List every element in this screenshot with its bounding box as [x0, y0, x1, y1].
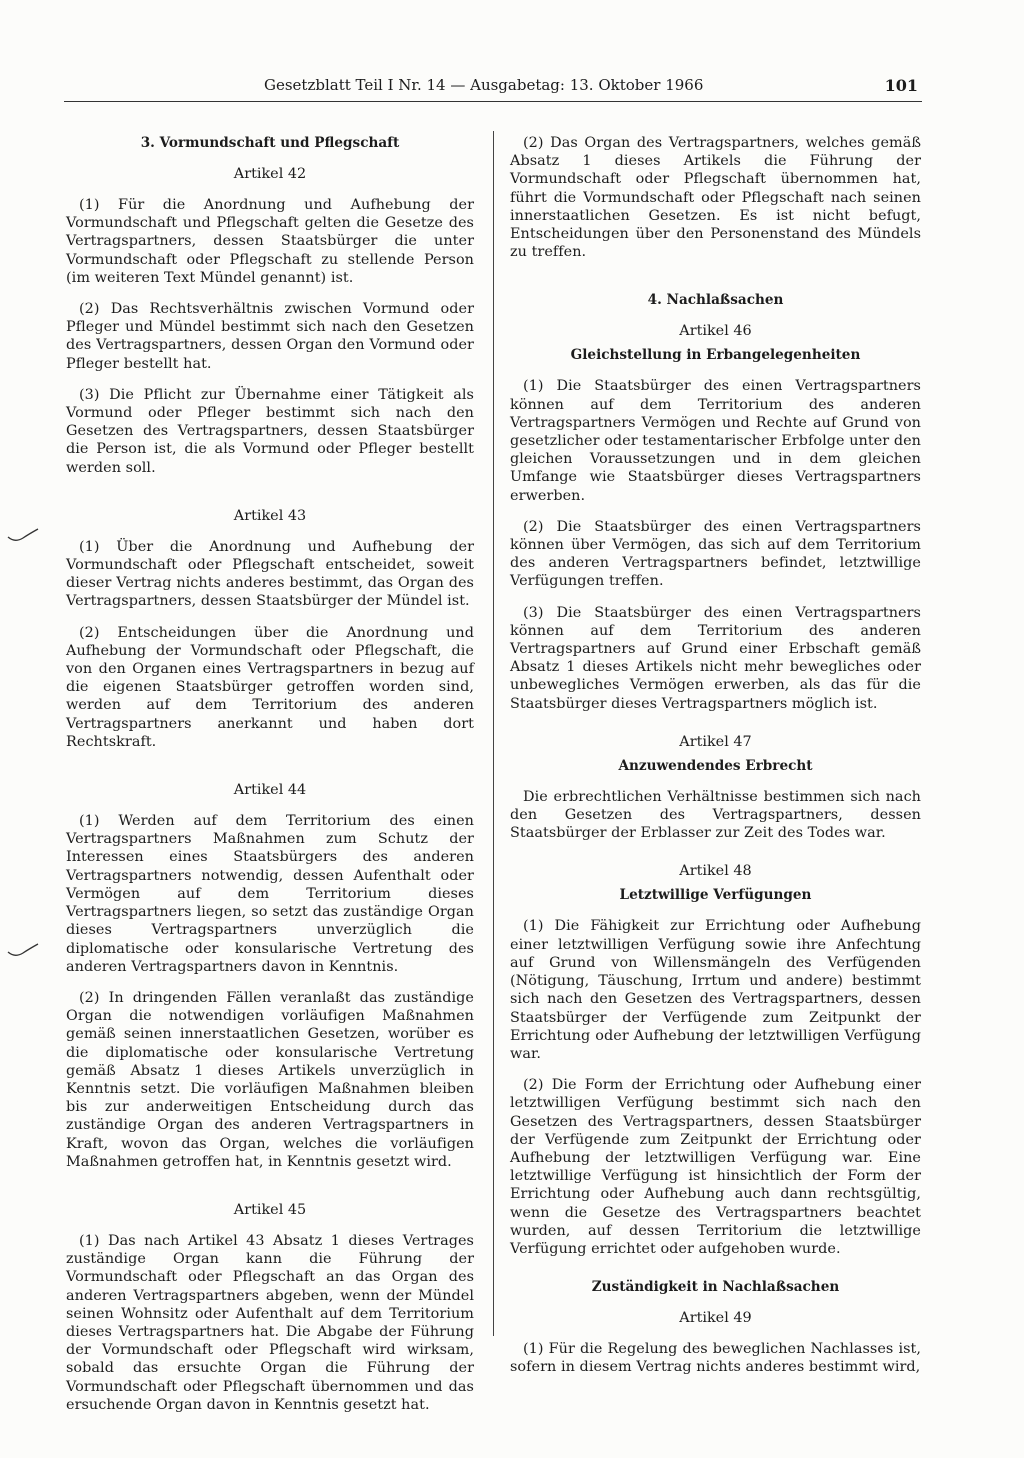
margin-check-mark-icon: [6, 943, 40, 959]
article-heading: Artikel 43: [233, 507, 307, 524]
article-subheading: Anzuwendendes Erbrecht: [618, 757, 813, 774]
header-title: Gesetzblatt Teil I Nr. 14 — Ausgabetag: 13. Oktober 1966: [264, 76, 704, 94]
margin-check-mark-icon: [6, 528, 40, 544]
article-heading: Artikel 45: [233, 1201, 307, 1218]
paragraph: (1) Werden auf dem Territorium des einen Vertragspartners Maßnahmen zum Schutz der Interessen eines Staatsbürgers des anderen Vertragspartners notwendig, dessen Aufenthalt oder Vermögen auf dem Territorium dieses Vertragspartners liegen, so setzt das zuständige Organ dieses Vertragspartners unverzüglich die diplomatische oder konsularische Vertretung des anderen Vertragspartners davon in Kenntnis.: [66, 813, 474, 975]
page-header: [64, 76, 922, 98]
page-number: 101: [884, 76, 918, 95]
left-column: [66, 134, 474, 1414]
paragraph: (2) Das Organ des Vertragspartners, welches gemäß Absatz 1 dieses Artikels die Führung der Vormundschaft oder Pflegschaft übernommen hat, führt die Vormundschaft oder Pflegschaft nach seinen innerstaatlichen Gesetzen. Es ist nicht befugt, Entscheidungen über den Personenstand des Mündels zu treffen.: [510, 135, 921, 261]
article-heading: Artikel 48: [679, 863, 752, 880]
article-heading: Artikel 44: [233, 782, 307, 799]
paragraph: (3) Die Staatsbürger des einen Vertragspartners können auf dem Territorium des anderen Vertragspartners auf Grund einer Erbschaft gemäß Absatz 1 dieses Artikels nicht mehr bewegliches oder unbewegliches Vermögen erwerben, als das für die Staatsbürger dieses Vertragspartners möglich ist.: [510, 604, 921, 712]
article-subheading: Zuständigkeit in Nachlaßsachen: [591, 1279, 840, 1296]
paragraph: (2) Die Staatsbürger des einen Vertragspartners können über Vermögen, das sich auf dem Territorium des anderen Vertragspartners befindet, letztwillige Verfügungen treffen.: [510, 518, 921, 590]
header-rule: [64, 101, 922, 102]
paragraph: (2) In dringenden Fällen veranlaßt das zuständige Organ die notwendigen vorläufigen Maßnahmen gemäß seinen innerstaatlichen Gesetzen, worüber es die diplomatische oder konsularische Vertretung gemäß Absatz 1 dieses Artikels unverzüglich in Kenntnis setzt. Die vorläufigen Maßnahmen bleiben bis zur anderweitigen Entscheidung durch das zuständige Organ des anderen Vertragspartners in Kraft, wovon das Organ, welches die vorläufigen Maßnahmen getroffen hat, in Kenntnis gesetzt wird.: [66, 989, 474, 1170]
article-heading: Artikel 46: [679, 323, 752, 340]
article-subheading: Gleichstellung in Erbangelegenheiten: [570, 347, 861, 364]
right-column: [510, 134, 921, 1377]
section-title: 4. Nachlaßsachen: [647, 292, 784, 309]
article-heading: Artikel 42: [233, 166, 307, 182]
paragraph: (1) Für die Anordnung und Aufhebung der Vormundschaft und Pflegschaft gelten die Gesetze des Vertragspartners, dessen Staatsbürger die unter Vormundschaft oder Pflegschaft zu stellende Person (im weiteren Text Mündel genannt) ist.: [66, 197, 474, 286]
paragraph: (1) Über die Anordnung und Aufhebung der Vormundschaft oder Pflegschaft entscheidet, soweit dieser Vertrag nichts anderes bestimmt, das Organ des Vertragspartners, dessen Staatsbürger der Mündel ist.: [66, 538, 474, 610]
paragraph: (2) Die Form der Errichtung oder Aufhebung einer letztwilligen Verfügung bestimmt sich nach den Gesetzen des Vertragspartners, dessen Staatsbürger der Verfügende zum Zeitpunkt der Errichtung oder Aufhebung der letztwilligen Verfügung war. Eine letztwillige Verfügung ist hinsichtlich der Form der Errichtung oder Aufhebung auch dann rechtsgültig, wenn die Gesetze des Vertragspartners beachtet wurden, auf dessen Territorium die letztwillige Verfügung errichtet oder aufgehoben wurde.: [510, 1077, 921, 1257]
paragraph: (1) Die Staatsbürger des einen Vertragspartners können auf dem Territorium des anderen Vertragspartners Vermögen und Rechte auf Grund von gesetzlicher oder testamentarischer Erbfolge unter den gleichen Voraussetzungen und in dem gleichen Umfange wie Staatsbürger dieses Vertragspartners erwerben.: [510, 378, 921, 504]
article-heading: Artikel 47: [679, 733, 752, 750]
paragraph: (1) Das nach Artikel 43 Absatz 1 dieses Vertrages zuständige Organ kann die Führung der Vormundschaft oder Pflegschaft an das Organ des anderen Vertragspartners abgeben, wenn der Mündel seinen Wohnsitz oder Aufenthalt auf dem Territorium dieses Vertragspartners hat. Die Abgabe der Führung der Vormundschaft oder Pflegschaft wird wirksam, sobald das ersuchte Organ die Führung der Vormundschaft oder Pflegschaft übernommen und das ersuchende Organ davon in Kenntnis gesetzt hat.: [66, 1232, 474, 1413]
paragraph: (1) Die Fähigkeit zur Errichtung oder Aufhebung einer letztwilligen Verfügung sowie ihre Anfechtung auf Grund von Willensmängeln des Verfügenden (Nötigung, Täuschung, Irrtum und andere) bestimmt sich nach den Gesetzen des Vertragspartners, dessen Staatsbürger der Verfügende zum Zeitpunkt der Errichtung oder Aufhebung der letztwilligen Verfügung war.: [510, 918, 921, 1062]
article-subheading: Letztwillige Verfügungen: [619, 887, 812, 904]
paragraph: (2) Das Rechtsverhältnis zwischen Vormund oder Pfleger und Mündel bestimmt sich nach den Gesetzen des Vertragspartners, dessen Organ den Vormund oder Pfleger bestellt hat.: [66, 301, 474, 372]
paragraph: (3) Die Pflicht zur Übernahme einer Tätigkeit als Vormund oder Pfleger bestimmt sich nach den Gesetzen des Vertragspartners, dessen Staatsbürger die Person ist, die als Vormund oder Pfleger bestellt werden soll.: [66, 386, 474, 476]
paragraph: (1) Für die Regelung des beweglichen Nachlasses ist, sofern in diesem Vertrag nichts anderes bestimmt wird,: [510, 1341, 921, 1376]
paragraph: Die erbrechtlichen Verhältnisse bestimmen sich nach den Gesetzen des Vertragspartners, dessen Staatsbürger der Erblasser zur Zeit des Todes war.: [510, 788, 921, 842]
section-title: 3. Vormundschaft und Pflegschaft: [140, 135, 400, 151]
article-heading: Artikel 49: [679, 1310, 752, 1327]
paragraph: (2) Entscheidungen über die Anordnung und Aufhebung der Vormundschaft oder Pflegschaft, die von den Organen eines Vertragspartners in bezug auf die eigenen Staatsbürger getroffen worden sind, werden auf dem Territorium des anderen Vertragspartners anerkannt und haben dort Rechtskraft.: [66, 624, 474, 750]
column-divider: [493, 131, 494, 1336]
